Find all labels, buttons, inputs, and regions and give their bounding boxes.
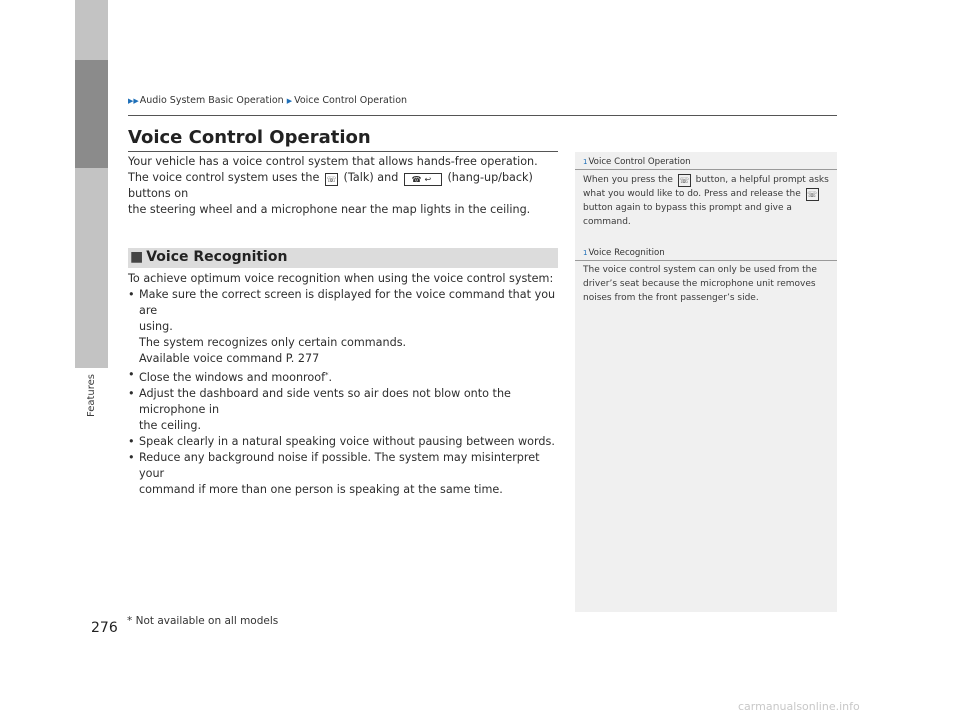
list-item: • Reduce any background noise if possible. The system may misinterpret your bbox=[128, 450, 560, 482]
sidebar-label: Features bbox=[86, 374, 97, 417]
footnote-marker: * bbox=[325, 371, 329, 379]
list-item-cont: command if more than one person is speaking at the same time. bbox=[139, 483, 503, 496]
sidebar-tab bbox=[75, 0, 108, 368]
list-lead: To achieve optimum voice recognition when using the voice control system: bbox=[128, 272, 554, 285]
note-ref-icon: 1 bbox=[583, 158, 588, 166]
note-divider bbox=[575, 260, 837, 261]
list-item-cont: the ceiling. bbox=[139, 419, 202, 432]
note-divider bbox=[575, 169, 837, 170]
note-heading: 1Voice Control Operation bbox=[583, 157, 691, 167]
note-body: The voice control system can only be used from the driver’s seat because the microphone unit removes noises from the front passenger’s side. bbox=[583, 265, 817, 303]
list-item: • Speak clearly in a natural speaking voice without pausing between words. bbox=[128, 434, 560, 450]
list-item-cont: using. bbox=[139, 320, 173, 333]
breadcrumb-arrow-icon: ▶ bbox=[286, 97, 293, 105]
breadcrumb-level1[interactable]: Audio System Basic Operation bbox=[139, 95, 284, 106]
page-number: 276 bbox=[91, 620, 118, 636]
watermark: carmanualsonline.info bbox=[738, 700, 860, 713]
note-heading: 1Voice Recognition bbox=[583, 248, 665, 258]
talk-button-icon: ☏ bbox=[807, 190, 818, 199]
note-ref-icon: 1 bbox=[583, 249, 588, 257]
page-title: Voice Control Operation bbox=[128, 127, 371, 148]
list-item: • Make sure the correct screen is displayed for the voice command that you are bbox=[128, 287, 560, 319]
cross-reference-link[interactable]: Available voice command P. 277 bbox=[139, 352, 320, 365]
breadcrumb-level2[interactable]: Voice Control Operation bbox=[294, 95, 408, 106]
sidebar-tab-active bbox=[75, 60, 108, 168]
header-divider bbox=[128, 115, 837, 116]
section-marker-icon: ■ bbox=[130, 249, 144, 265]
intro-line: the steering wheel and a microphone near the map lights in the ceiling. bbox=[128, 203, 531, 216]
intro-paragraph bbox=[128, 154, 560, 218]
list-item-cont: The system recognizes only certain commands. bbox=[139, 336, 407, 349]
section-title: ■ Voice Recognition bbox=[130, 249, 288, 265]
intro-line: The voice control system uses the ☏ (Talk) and ☎↩ (hang-up/back) buttons on bbox=[128, 171, 533, 200]
note-body: When you press the ☏ button, a helpful prompt asks what you would like to do. Press and release the ☏ button again to bypass this prompt and give a command. bbox=[583, 175, 829, 227]
voice-recognition-list bbox=[128, 271, 560, 498]
title-divider bbox=[128, 151, 558, 152]
breadcrumb-arrow-icon: ▶▶ bbox=[128, 97, 139, 105]
intro-line: Your vehicle has a voice control system that allows hands-free operation. bbox=[128, 155, 538, 168]
talk-button-icon: ☏ bbox=[326, 175, 337, 184]
footnote: * Not available on all models bbox=[127, 615, 279, 627]
list-item: • Adjust the dashboard and side vents so air does not blow onto the microphone in bbox=[128, 386, 560, 418]
list-item: • Close the windows and moonroof*. bbox=[128, 367, 560, 386]
hang-up-back-button-icon: ☎↩ bbox=[404, 173, 442, 186]
talk-button-icon: ☏ bbox=[679, 176, 690, 185]
breadcrumb bbox=[128, 95, 407, 106]
